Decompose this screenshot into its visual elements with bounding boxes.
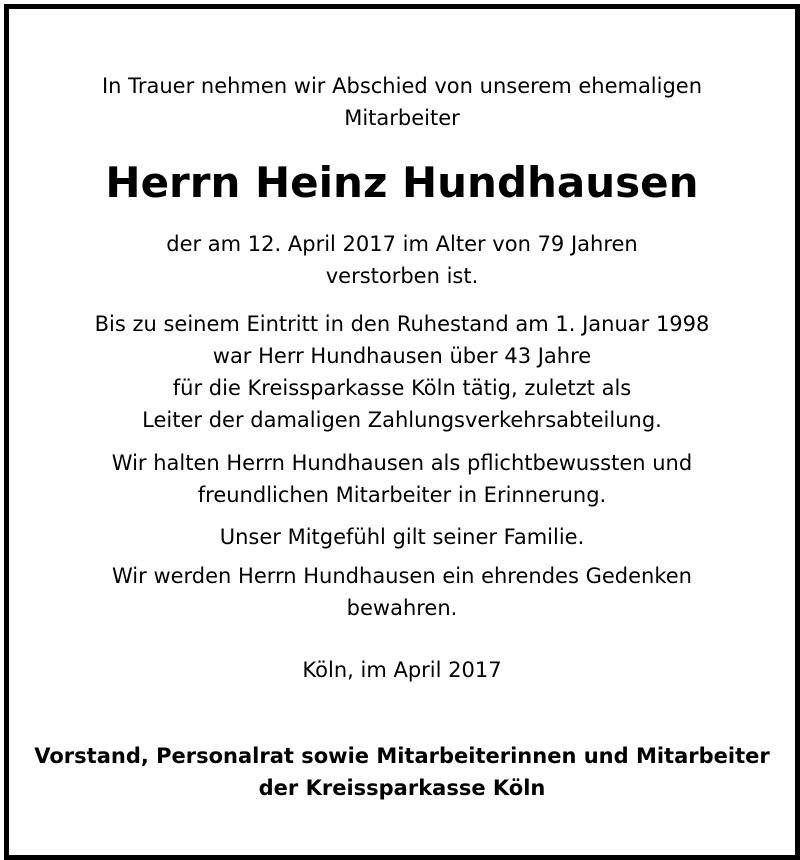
signature-line-2: der Kreissparkasse Köln <box>258 776 546 800</box>
death-line-1: der am 12. April 2017 im Alter von 79 Jahren <box>166 232 638 256</box>
career-line-1: Bis zu seinem Eintritt in den Ruhestand am 1. Januar 1998 <box>94 312 710 336</box>
sympathy-line: Unser Mitgefühl gilt seiner Familie. <box>219 525 585 549</box>
remembrance-line-1: Wir werden Herrn Hundhausen ein ehrendes Gedenken <box>112 564 692 588</box>
deceased-name: Herrn Heinz Hundhausen <box>105 158 699 207</box>
career-line-2: war Herr Hundhausen über 43 Jahre <box>212 344 592 368</box>
memory-line-1: Wir halten Herrn Hundhausen als pflichtbewussten und <box>111 451 693 475</box>
obituary-notice <box>9 9 795 855</box>
notice-border <box>4 4 800 860</box>
remembrance-line-2: bewahren. <box>346 596 458 620</box>
place-date: Köln, im April 2017 <box>302 658 502 682</box>
signature-line-1: Vorstand, Personalrat sowie Mitarbeiterinnen und Mitarbeiter <box>34 744 770 768</box>
death-line-2: verstorben ist. <box>325 264 479 288</box>
career-line-3: für die Kreissparkasse Köln tätig, zuletzt als <box>172 376 632 400</box>
career-line-4: Leiter der damaligen Zahlungsverkehrsabteilung. <box>142 408 662 432</box>
intro-line-2: Mitarbeiter <box>344 106 460 130</box>
intro-line-1: In Trauer nehmen wir Abschied von unserem ehemaligen <box>101 74 703 98</box>
memory-line-2: freundlichen Mitarbeiter in Erinnerung. <box>197 483 607 507</box>
